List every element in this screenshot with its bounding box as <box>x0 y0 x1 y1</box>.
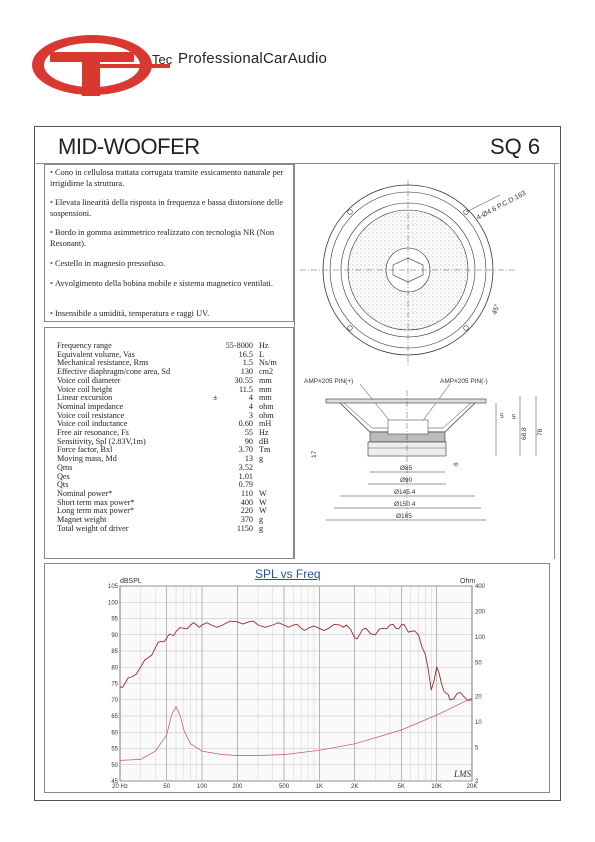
spec-val: 1150 <box>236 523 253 533</box>
feature-item: • Insensibile a umidità, temperatura e raggi UV. <box>50 309 210 318</box>
spec-row <box>57 480 282 489</box>
dim-d150: Ø150.4 <box>394 501 416 508</box>
y-tick-label: 65 <box>111 714 118 720</box>
spec-val: 4 <box>248 393 253 403</box>
dim-5a: 5 <box>500 413 504 420</box>
x-tick-label: 20K <box>466 784 478 790</box>
y2-tick-label: 10 <box>475 719 482 726</box>
spec-row <box>57 376 282 385</box>
dim-d165: Ø165 <box>396 513 412 520</box>
spec-row <box>57 367 282 376</box>
dim-5b: 5 <box>512 414 516 421</box>
spec-unit: mH <box>259 419 272 429</box>
spec-val: 30.55 <box>234 375 253 385</box>
spec-name: Total weight of driver <box>57 523 129 533</box>
spec-val: 220 <box>240 506 253 516</box>
y2-tick-label: 400 <box>475 584 486 590</box>
dim-68-8: 68.8 <box>521 427 528 440</box>
spec-row <box>57 358 282 367</box>
spec-val: 55-8000 <box>225 341 253 350</box>
spec-name: Qes <box>57 471 70 481</box>
spec-name: Moving mass, Md <box>57 454 117 464</box>
pin-plus-label: AMP#205 PIN(+) <box>304 378 354 385</box>
spec-name: Voice coil inductance <box>57 419 128 429</box>
spec-unit: L <box>259 349 265 359</box>
spec-pm: ± <box>213 393 218 403</box>
spec-name: Equivalent volume, Vas <box>57 349 135 359</box>
y2-tick-label: 100 <box>475 635 486 642</box>
spec-unit: W <box>259 497 267 507</box>
spec-unit: Tm <box>259 445 271 455</box>
spec-name: Qms <box>57 462 73 472</box>
y-tick-label: 80 <box>111 665 118 672</box>
spec-val: 11.5 <box>238 384 253 394</box>
x-tick-label: 10K <box>431 784 443 790</box>
spec-row <box>57 515 282 524</box>
x-tick-label: 20 Hz <box>112 784 128 790</box>
y-tick-label: 95 <box>111 616 118 623</box>
spec-row <box>57 524 282 533</box>
spec-val: 370 <box>240 515 253 524</box>
speaker-side-view <box>300 370 555 530</box>
spec-row <box>57 454 282 463</box>
spec-unit: mm <box>259 375 272 385</box>
y-tick-label: 85 <box>111 649 118 655</box>
spec-row <box>57 393 282 402</box>
y-tick-label: 105 <box>107 584 118 590</box>
dim-78: 78 <box>537 428 544 436</box>
spec-name: Voice coil height <box>57 384 113 394</box>
spec-name: Magnet weight <box>57 515 107 524</box>
spec-val: 0.60 <box>238 419 253 429</box>
y2-tick-label: 200 <box>475 609 486 616</box>
right-axis-unit: Ohm <box>460 578 476 585</box>
spec-val: 400 <box>240 497 253 507</box>
hole-note: 4-Ø4.6 P.C.D.163 <box>475 189 528 222</box>
chart-grid <box>120 586 472 781</box>
spec-row <box>57 489 282 498</box>
spec-val: 0.79 <box>238 480 253 490</box>
spec-row <box>57 402 282 411</box>
spec-unit: cm2 <box>259 367 274 377</box>
spec-name: Long term max power* <box>57 506 135 516</box>
brand-tec: Tec <box>152 52 173 67</box>
dim-6: 6 <box>453 462 460 466</box>
x-tick-label: 50 <box>163 784 171 790</box>
spec-row <box>57 419 282 428</box>
spl-chart <box>104 576 510 796</box>
spec-val: 110 <box>241 488 253 498</box>
spec-val: 4 <box>248 401 253 411</box>
feature-item: • Cestello in magnesio pressofuso. <box>50 259 166 268</box>
spec-unit: Ns/m <box>259 358 277 368</box>
speaker-top-view <box>300 180 550 365</box>
spec-unit: g <box>259 515 264 524</box>
x-tick-label: 200 <box>232 784 243 790</box>
spec-val: 16.5 <box>238 349 253 359</box>
spec-row <box>57 506 282 515</box>
spec-unit: g <box>259 523 264 533</box>
y2-tick-label: 2 <box>475 779 479 785</box>
spec-name: Frequency range <box>57 341 112 350</box>
spec-name: Nominal impedance <box>57 401 124 411</box>
product-category: MID-WOOFER <box>58 134 200 159</box>
product-model: SQ 6 <box>490 134 541 159</box>
x-tick-label: 500 <box>279 784 290 790</box>
spec-unit: Hz <box>259 341 269 350</box>
y2-tick-label: 50 <box>475 660 482 667</box>
spec-unit: mm <box>259 384 272 394</box>
y-tick-label: 90 <box>111 632 118 639</box>
spec-unit: ohm <box>259 410 274 420</box>
y-tick-label: 45 <box>111 779 118 785</box>
spec-val: 3 <box>248 410 253 420</box>
y-tick-label: 55 <box>111 746 118 753</box>
spec-val: 55 <box>244 428 253 437</box>
spec-val: 1.01 <box>238 471 253 481</box>
feature-item: • Elevata linearità della risposta in frequenza e bassa distorsione delle sospensioni. <box>50 198 284 218</box>
spec-row <box>57 498 282 507</box>
spec-val: 3.70 <box>238 445 253 455</box>
spec-name: Qts <box>57 480 69 490</box>
spec-val: 90 <box>244 436 253 446</box>
spec-val: 13 <box>244 454 253 464</box>
spec-row <box>57 350 282 359</box>
spec-row <box>57 445 282 454</box>
spec-name: Voice coil resistance <box>57 410 125 420</box>
spec-val: 130 <box>240 367 253 377</box>
y-tick-label: 75 <box>111 681 118 688</box>
feature-item: • Cono in cellulosa trattata corrugata tramite essicamento naturale per irrigidirne la struttura. <box>50 168 284 188</box>
spec-name: Voice coil diameter <box>57 375 121 385</box>
x-tick-label: 5K <box>397 784 406 790</box>
spec-val: 3.52 <box>238 462 253 472</box>
spec-unit: g <box>259 454 264 464</box>
spec-name: Short term max power* <box>57 497 135 507</box>
y-tick-label: 70 <box>111 697 118 704</box>
y-tick-label: 100 <box>107 600 118 607</box>
brand-name: ProfessionalCarAudio <box>178 50 328 67</box>
spec-name: Mechanical resistance, Rms <box>57 358 149 368</box>
spec-row <box>57 341 282 350</box>
spec-unit: ohm <box>259 401 274 411</box>
dim-d145: Ø145.4 <box>394 489 416 496</box>
feature-item: • Avvolgimento della bobina mobile e sistema magnetico ventilati. <box>50 279 273 288</box>
spec-name: Force factor, Bxl <box>57 445 113 455</box>
spec-row <box>57 437 282 446</box>
y2-tick-label: 5 <box>475 745 479 752</box>
spec-row <box>57 428 282 437</box>
x-tick-label: 1K <box>315 784 324 790</box>
spec-name: Free air resonance, Fs <box>57 428 129 437</box>
spec-row <box>57 463 282 472</box>
spec-name: Linear excursion <box>57 393 113 403</box>
spec-row <box>57 472 282 481</box>
graph-title: SPL vs Freq <box>255 567 321 581</box>
spec-unit: W <box>259 488 267 498</box>
spec-name: Effective diaphragm/cone area, Sd <box>57 367 171 377</box>
left-axis-unit: dBSPL <box>120 578 142 585</box>
spec-unit: Hz <box>259 428 269 437</box>
angle-label: 45° <box>491 303 502 316</box>
y-tick-label: 50 <box>111 762 118 769</box>
feature-item: • Bordo in gomma asimmetrico realizzato con tecnologia NR (Non Resonant). <box>50 228 275 248</box>
x-tick-label: 100 <box>197 784 208 790</box>
spec-unit: W <box>259 506 267 516</box>
x-tick-label: 2K <box>350 784 359 790</box>
spec-name: Sensitivity, Spl (2.83V,1m) <box>57 436 146 446</box>
spec-row <box>57 411 282 420</box>
dim-17: 17 <box>311 450 318 458</box>
y-tick-label: 60 <box>111 730 118 737</box>
brand-logo <box>30 28 173 100</box>
y2-tick-label: 20 <box>475 694 482 701</box>
spec-val: 1.5 <box>242 358 253 368</box>
spec-name: Nominal power* <box>57 488 113 498</box>
dim-d90: Ø90 <box>400 477 413 484</box>
pin-minus-label: AMP#205 PIN(-) <box>440 378 488 385</box>
spec-unit: mm <box>259 393 272 403</box>
dim-d85: Ø85 <box>400 465 413 472</box>
lms-signature: LMS <box>454 769 472 779</box>
spec-unit: dB <box>259 436 269 446</box>
spec-row <box>57 385 282 394</box>
